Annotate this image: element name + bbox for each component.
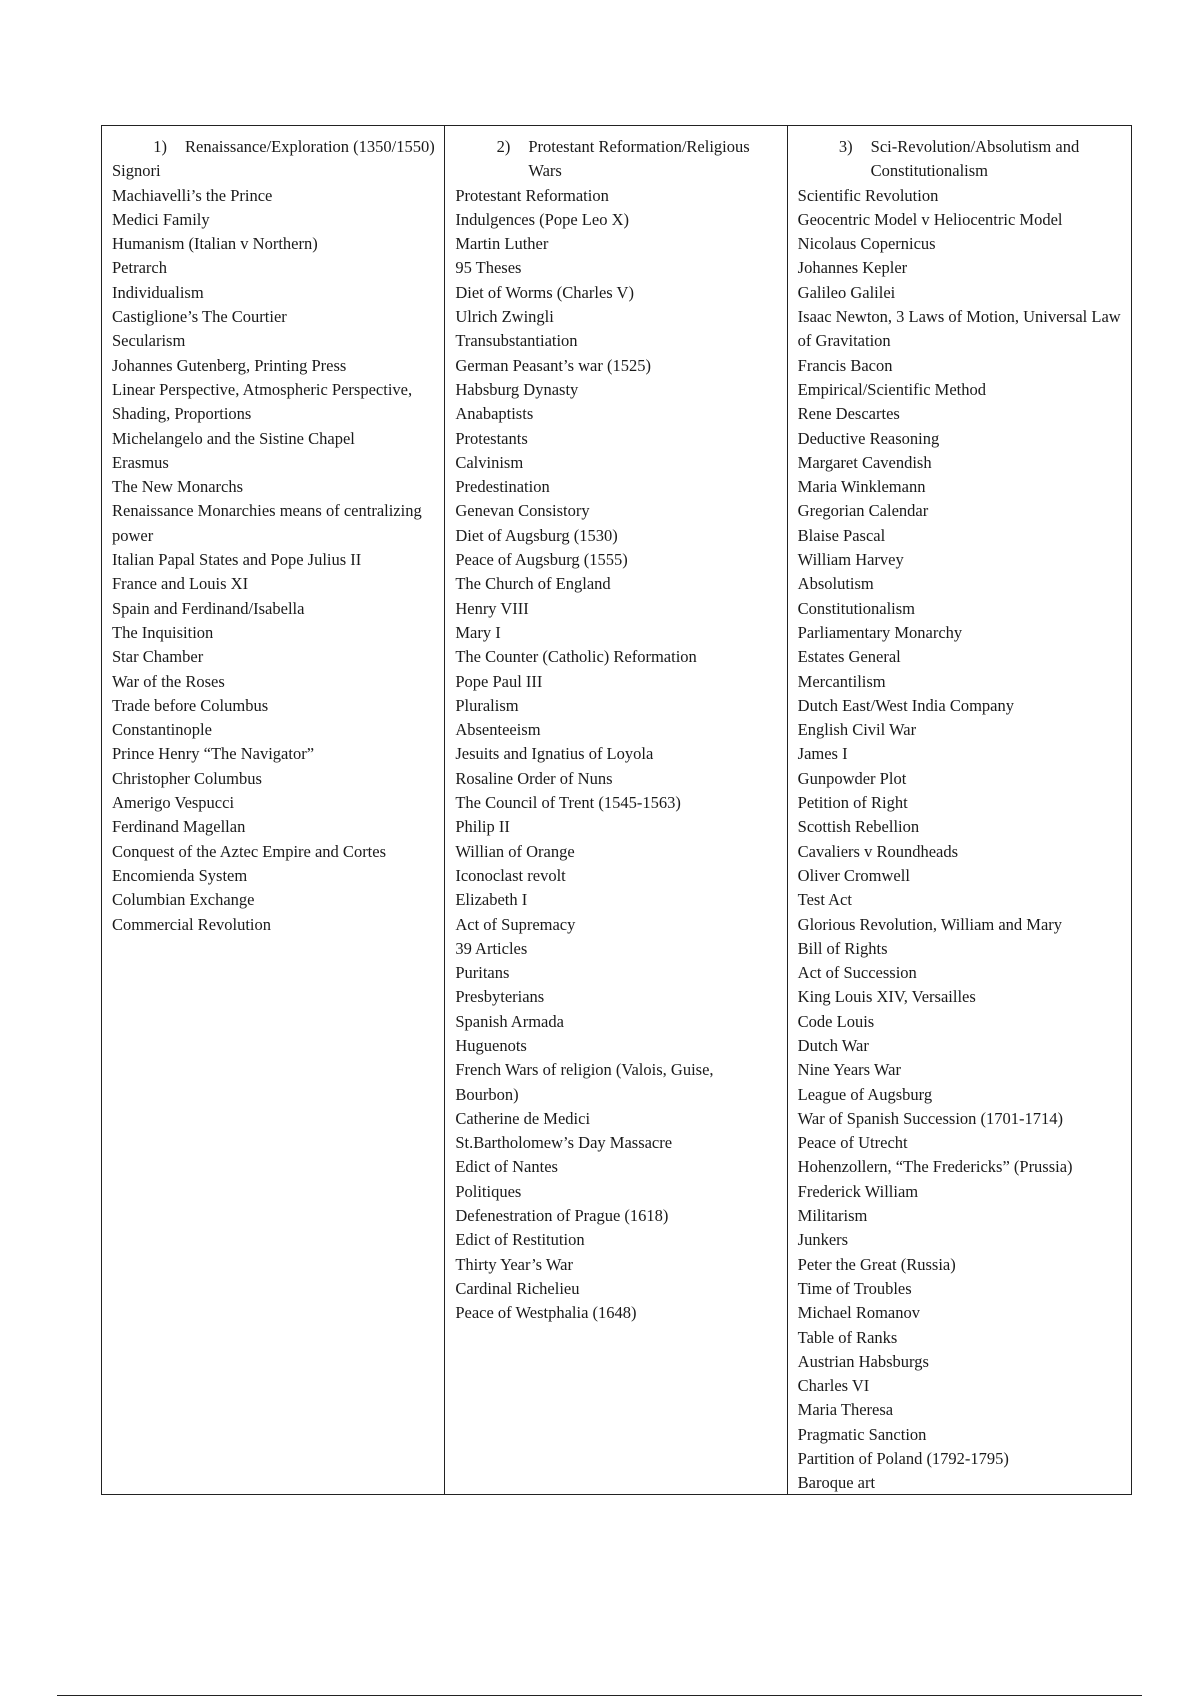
- topic-item: Petition of Right: [797, 793, 908, 813]
- topic-item: France and Louis XI: [112, 574, 249, 594]
- topic-item: Constantinople: [112, 720, 212, 740]
- topic-item: Spain and Ferdinand/Isabella: [112, 598, 305, 618]
- topic-item: Mary I: [455, 622, 501, 642]
- topic-item: Defenestration of Prague (1618): [455, 1206, 669, 1226]
- column-number: 3): [838, 137, 853, 156]
- topic-item: Indulgences (Pope Leo X): [455, 209, 629, 229]
- topic-item: Baroque art: [797, 1473, 876, 1493]
- topic-item: Edict of Restitution: [455, 1230, 585, 1250]
- topic-item: Margaret Cavendish: [797, 452, 932, 472]
- topic-item: Francis Bacon: [797, 355, 893, 375]
- topic-item: William Harvey: [797, 550, 904, 570]
- topic-item: Nine Years War: [797, 1060, 901, 1080]
- topic-item: Gregorian Calendar: [797, 501, 929, 521]
- topic-item: Oliver Cromwell: [797, 865, 910, 885]
- topic-item: Table of Ranks: [797, 1327, 898, 1347]
- topic-item: Linear Perspective, Atmospheric Perspective, Shading, Proportions: [112, 379, 413, 424]
- column-sci-revolution-absolutism: [787, 126, 1131, 1494]
- column-renaissance-exploration: [102, 126, 444, 1494]
- topic-item: Edict of Nantes: [455, 1157, 558, 1177]
- column-title: Sci-Revolution/Absolutism and Constitutionalism: [870, 137, 1080, 181]
- topic-item: Nicolaus Copernicus: [797, 234, 936, 254]
- topic-item: Iconoclast revolt: [455, 865, 566, 885]
- topic-item: Peace of Westphalia (1648): [455, 1303, 637, 1323]
- column-number: 1): [153, 137, 167, 156]
- topic-item: Henry VIII: [455, 598, 529, 618]
- topic-item: Christopher Columbus: [112, 768, 262, 788]
- topic-item: Signori: [112, 161, 161, 181]
- topic-item: Deductive Reasoning: [797, 428, 940, 448]
- topic-item: Catherine de Medici: [455, 1108, 591, 1128]
- topic-item: Rosaline Order of Nuns: [455, 768, 613, 788]
- topic-item: Michelangelo and the Sistine Chapel: [112, 428, 355, 448]
- topic-item: Pragmatic Sanction: [797, 1424, 927, 1444]
- topic-item: Constitutionalism: [797, 598, 916, 618]
- topic-item: The New Monarchs: [112, 477, 244, 497]
- topic-item: Galileo Galilei: [797, 282, 896, 302]
- topic-item: Martin Luther: [455, 234, 549, 254]
- topic-item: Peter the Great (Russia): [797, 1254, 956, 1274]
- topic-item: Columbian Exchange: [112, 890, 255, 910]
- topic-list: [798, 184, 1123, 1494]
- topic-item: Militarism: [797, 1206, 868, 1226]
- topic-item: Blaise Pascal: [797, 525, 886, 545]
- topic-item: Trade before Columbus: [112, 695, 269, 715]
- topic-item: Jesuits and Ignatius of Loyola: [455, 744, 654, 764]
- topic-item: Act of Succession: [797, 963, 917, 983]
- column-header: [455, 135, 778, 184]
- topic-item: Parliamentary Monarchy: [797, 622, 963, 642]
- topic-item: Austrian Habsburgs: [797, 1351, 929, 1371]
- topic-item: Test Act: [797, 890, 852, 910]
- topic-item: Protestant Reformation: [455, 185, 609, 205]
- topic-item: Philip II: [455, 817, 510, 837]
- topic-item: Transubstantiation: [455, 331, 578, 351]
- topic-list: [455, 184, 778, 1326]
- topic-item: Habsburg Dynasty: [455, 379, 579, 399]
- topics-table: [101, 125, 1132, 1495]
- topic-item: 39 Articles: [455, 938, 528, 958]
- topic-item: Ulrich Zwingli: [455, 307, 554, 327]
- topic-item: Pope Paul III: [455, 671, 543, 691]
- topic-item: Puritans: [455, 963, 510, 983]
- topic-item: Michael Romanov: [797, 1303, 921, 1323]
- topic-item: Maria Winklemann: [797, 477, 926, 497]
- topic-item: Calvinism: [455, 452, 524, 472]
- topic-item: Diet of Augsburg (1530): [455, 525, 618, 545]
- column-title: Protestant Reformation/Religious Wars: [528, 137, 750, 181]
- topic-item: St.Bartholomew’s Day Massacre: [455, 1133, 673, 1153]
- topic-item: Erasmus: [112, 452, 169, 472]
- topic-item: Isaac Newton, 3 Laws of Motion, Universal Law of Gravitation: [797, 307, 1121, 351]
- topic-item: Mercantilism: [797, 671, 886, 691]
- topic-item: English Civil War: [797, 720, 917, 740]
- topic-item: James I: [797, 744, 848, 764]
- topic-item: Absolutism: [797, 574, 874, 594]
- topic-item: Empirical/Scientific Method: [797, 379, 986, 399]
- topic-item: Renaissance Monarchies means of centralizing power: [112, 501, 422, 545]
- column-header: [112, 135, 436, 159]
- topic-item: Rene Descartes: [797, 404, 900, 424]
- topic-item: Presbyterians: [455, 987, 545, 1007]
- topic-item: War of Spanish Succession (1701-1714): [797, 1108, 1064, 1128]
- topic-item: Act of Supremacy: [455, 914, 576, 934]
- topic-item: Cavaliers v Roundheads: [797, 841, 959, 861]
- topic-item: Star Chamber: [112, 647, 204, 667]
- topic-item: The Inquisition: [112, 622, 214, 642]
- column-title: Renaissance/Exploration (1350/1550): [185, 137, 435, 156]
- column-reformation-religious-wars: [444, 126, 786, 1494]
- topic-item: Elizabeth I: [455, 890, 528, 910]
- topic-item: Dutch East/West India Company: [797, 695, 1014, 715]
- topic-item: Partition of Poland (1792-1795): [797, 1449, 1009, 1469]
- topic-item: War of the Roses: [112, 671, 225, 691]
- topic-item: Hohenzollern, “The Fredericks” (Prussia): [797, 1157, 1073, 1177]
- topic-item: Medici Family: [112, 209, 210, 229]
- topic-item: Diet of Worms (Charles V): [455, 282, 634, 302]
- topic-list: [112, 159, 436, 937]
- topic-item: Scientific Revolution: [797, 185, 939, 205]
- topic-item: Protestants: [455, 428, 528, 448]
- column-header: [798, 135, 1123, 184]
- topic-item: Encomienda System: [112, 865, 248, 885]
- topic-item: Pluralism: [455, 695, 519, 715]
- topic-item: Amerigo Vespucci: [112, 793, 235, 813]
- topic-item: Conquest of the Aztec Empire and Cortes: [112, 841, 387, 861]
- topic-item: Prince Henry “The Navigator”: [112, 744, 315, 764]
- topic-item: The Council of Trent (1545-1563): [455, 793, 681, 813]
- topic-item: Gunpowder Plot: [797, 768, 907, 788]
- column-number: 2): [496, 137, 511, 156]
- topic-item: Secularism: [112, 331, 186, 351]
- topic-item: Glorious Revolution, William and Mary: [797, 914, 1063, 934]
- topic-item: Predestination: [455, 477, 550, 497]
- topic-item: 95 Theses: [455, 258, 522, 278]
- topic-item: King Louis XIV, Versailles: [797, 987, 976, 1007]
- topic-item: Bill of Rights: [797, 938, 888, 958]
- topic-item: League of Augsburg: [797, 1084, 933, 1104]
- topic-item: The Counter (Catholic) Reformation: [455, 647, 697, 667]
- topic-item: Johannes Gutenberg, Printing Press: [112, 355, 347, 375]
- topic-item: Frederick William: [797, 1181, 919, 1201]
- topic-item: Humanism (Italian v Northern): [112, 234, 318, 254]
- topic-item: French Wars of religion (Valois, Guise, Bourbon): [455, 1060, 714, 1104]
- topic-item: Anabaptists: [455, 404, 534, 424]
- topic-item: Scottish Rebellion: [797, 817, 920, 837]
- topic-item: Ferdinand Magellan: [112, 817, 246, 837]
- topic-item: Willian of Orange: [455, 841, 575, 861]
- topic-item: Code Louis: [797, 1011, 875, 1031]
- topic-item: Junkers: [797, 1230, 849, 1250]
- topic-item: Johannes Kepler: [797, 258, 908, 278]
- topic-item: Time of Troubles: [797, 1278, 912, 1298]
- topic-item: German Peasant’s war (1525): [455, 355, 651, 375]
- topic-item: Huguenots: [455, 1035, 527, 1055]
- topic-item: Maria Theresa: [797, 1400, 894, 1420]
- footer-divider: [57, 1695, 1142, 1696]
- topic-item: Geocentric Model v Heliocentric Model: [797, 209, 1063, 229]
- topic-item: Peace of Augsburg (1555): [455, 550, 628, 570]
- topic-item: Italian Papal States and Pope Julius II: [112, 550, 362, 570]
- topic-item: Thirty Year’s War: [455, 1254, 574, 1274]
- topic-item: Peace of Utrecht: [797, 1133, 908, 1153]
- topic-item: Spanish Armada: [455, 1011, 564, 1031]
- topic-item: Politiques: [455, 1181, 522, 1201]
- topic-item: Individualism: [112, 282, 204, 302]
- topic-item: Machiavelli’s the Prince: [112, 185, 273, 205]
- topic-item: Absenteeism: [455, 720, 541, 740]
- topic-item: Castiglione’s The Courtier: [112, 307, 287, 327]
- topic-item: Commercial Revolution: [112, 914, 272, 934]
- topic-item: Cardinal Richelieu: [455, 1278, 580, 1298]
- topic-item: Estates General: [797, 647, 901, 667]
- topic-item: Dutch War: [797, 1035, 869, 1055]
- topic-item: Genevan Consistory: [455, 501, 590, 521]
- topic-item: Charles VI: [797, 1376, 870, 1396]
- topic-item: Petrarch: [112, 258, 167, 278]
- topic-item: The Church of England: [455, 574, 611, 594]
